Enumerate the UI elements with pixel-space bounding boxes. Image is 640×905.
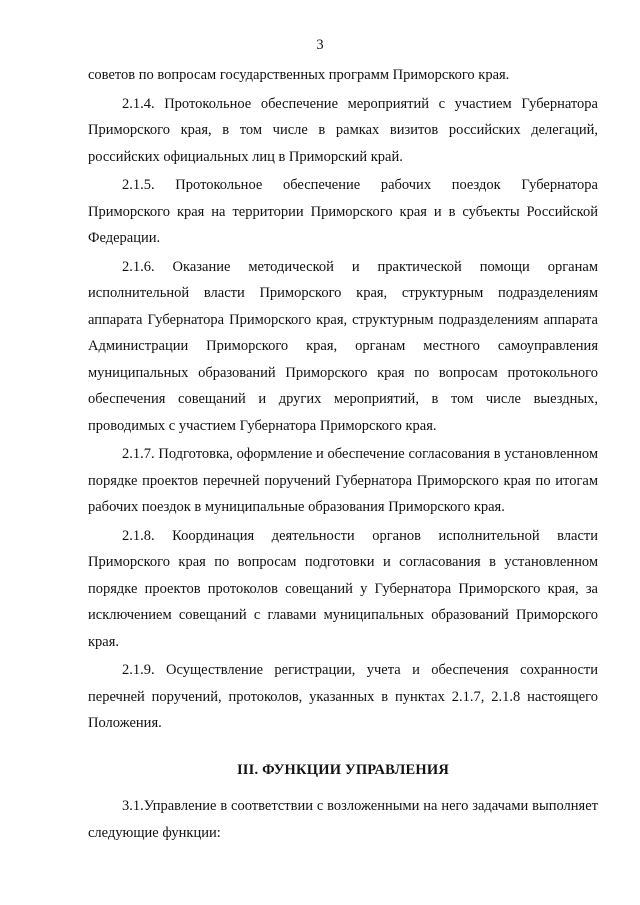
section-heading: III. ФУНКЦИИ УПРАВЛЕНИЯ (236, 761, 450, 778)
paragraph-2-1-4: 2.1.4. Протокольное обеспечение мероприятий с участием Губернатора Приморского края, в том числе в рамках визитов российских делегаций, российских официальных лиц в Приморский край. (88, 95, 598, 165)
paragraph-2-1-8: 2.1.8. Координация деятельности органов исполнительной власти Приморского края по вопросам подготовки и согласования в установленном порядке проектов протоколов совещаний у Губернатора Приморского края, за исключением совещаний с главами муниципальных образований Приморского края. (88, 527, 598, 650)
paragraph-2-1-5: 2.1.5. Протокольное обеспечение рабочих поездок Губернатора Приморского края на территории Приморского края и в субъекты Российской Федерации. (88, 177, 598, 246)
page-number: 3 (316, 37, 324, 53)
paragraph-2-1-7: 2.1.7. Подготовка, оформление и обеспечение согласования в установленном порядке проектов перечней поручений Губернатора Приморского края по итогам рабочих поездок в муниципальные образования Приморского края. (88, 446, 598, 515)
paragraph-continuation: советов по вопросам государственных программ Приморского края. (88, 67, 510, 83)
paragraph-3-1: 3.1.Управление в соответствии с возложенными на него задачами выполняет следующие функции: (88, 798, 598, 841)
paragraph-2-1-9: 2.1.9. Осуществление регистрации, учета и обеспечения сохранности перечней поручений, протоколов, указанных в пунктах 2.1.7, 2.1.8 настоящего Положения. (88, 662, 598, 731)
document-body (88, 62, 598, 846)
paragraph-2-1-6: 2.1.6. Оказание методической и практической помощи органам исполнительной власти Приморского края, структурным подразделениям аппарата Губернатора Приморского края, структурным подразделениям аппарата Администрации Приморского края, органам местного самоуправления муниципальных образований Приморского края по вопросам протокольного обеспечения совещаний и других мероприятий, в том числе выездных, проводимых с участием Губернатора Приморского края. (88, 258, 598, 434)
